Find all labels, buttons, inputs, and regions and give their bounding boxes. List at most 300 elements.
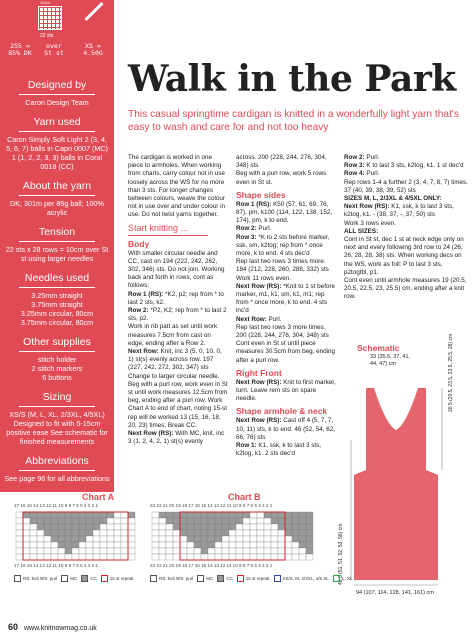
needle-item: 3.25mm straight — [31, 291, 83, 300]
chart-cell — [264, 512, 271, 518]
row-text: Purl. — [256, 225, 272, 233]
chart-cell — [236, 530, 243, 536]
row-label: Row 4: — [344, 170, 365, 178]
row-text: K to last 3 sts, k2tog, k1. 1 st dec'd — [364, 162, 464, 170]
chart-cell — [23, 536, 30, 542]
chart-cell — [107, 536, 114, 542]
chart-cell — [194, 524, 201, 530]
chart-cell — [166, 518, 173, 524]
chart-cell — [187, 530, 194, 536]
chart-cell — [72, 518, 79, 524]
chart-cell — [30, 518, 37, 524]
instruction-row — [236, 225, 336, 233]
chart-cell — [229, 524, 236, 530]
cardigan-shape — [354, 388, 438, 580]
chart-cell — [215, 536, 222, 542]
chart-cell — [44, 554, 51, 560]
chart-cell — [114, 524, 121, 530]
chart-cell — [250, 524, 257, 530]
chart-cell — [58, 548, 65, 554]
gauge-swatch-icon — [38, 6, 62, 30]
chart-cell — [79, 518, 86, 524]
chart-cell — [201, 530, 208, 536]
chart-cell — [285, 542, 292, 548]
chart-cell — [215, 524, 222, 530]
chart-cell — [30, 530, 37, 536]
chart-cell — [100, 512, 107, 518]
chart-cell — [222, 548, 229, 554]
chart-cell — [208, 554, 215, 560]
chart-cell — [37, 542, 44, 548]
row-text: Knit, inc 3 (5, 0, 10, 0, 1) st(s) evenly across row. 197 (227, 242, 272, 302, 347) sts — [128, 348, 222, 372]
chart-cell — [285, 530, 292, 536]
chart-cell — [180, 554, 187, 560]
divider — [19, 131, 95, 132]
chart-cell — [16, 518, 23, 524]
chart-cell — [79, 536, 86, 542]
chart-b-legend — [150, 575, 352, 582]
legend-swatch — [217, 575, 224, 582]
chart-cell — [250, 530, 257, 536]
chart-cell — [292, 554, 299, 560]
legend-swatch — [333, 575, 340, 582]
chart-cell — [23, 554, 30, 560]
chart-cell — [51, 530, 58, 536]
chart-cell — [86, 518, 93, 524]
chart-cell — [257, 524, 264, 530]
body-paragraph: Change to larger circular needle. Beg with a purl row, work even in St st until work measures 12.5cm from beg, ending after a purl row. Work Chart A to end of chart, noting 15-st rep will be worked 13 (15, 16, 18, 20, 23) times. Break CC. — [128, 372, 228, 429]
chart-cell — [58, 530, 65, 536]
chart-cell — [37, 548, 44, 554]
chart-cell — [107, 554, 114, 560]
chart-cell — [215, 542, 222, 548]
chart-cell — [222, 542, 229, 548]
row-label: Next Row (RS): — [236, 282, 282, 290]
row-text: K50 (57, 61, 69, 76, 87), pm, k100 (114, 122, 138, 152, 174), pm, k to end. — [236, 200, 333, 225]
instruction-row — [236, 417, 336, 442]
chart-cell — [257, 530, 264, 536]
chart-cell — [166, 530, 173, 536]
chart-cell — [236, 536, 243, 542]
chart-cell — [93, 554, 100, 560]
chart-cell — [114, 518, 121, 524]
chart-cell — [44, 542, 51, 548]
legend-label: MC — [206, 576, 214, 581]
chart-cell — [271, 530, 278, 536]
start-knitting-heading: Start knitting ... — [128, 222, 189, 233]
sizes-note: SIZES M, L, 2/3XL & 4/5XL ONLY: — [344, 195, 442, 203]
chart-cell — [285, 536, 292, 542]
needle-item: 3.75mm straight — [31, 300, 83, 309]
chart-cell — [79, 524, 86, 530]
chart-cell — [257, 542, 264, 548]
chart-cell — [51, 548, 58, 554]
chart-cell — [58, 524, 65, 530]
chart-cell — [93, 518, 100, 524]
chart-cell — [58, 518, 65, 524]
chart-cell — [264, 554, 271, 560]
chart-cell — [166, 548, 173, 554]
chart-cell — [271, 524, 278, 530]
row-text: Cast off 4 (5, 7, 7, 10, 11) sts, k to end. 46 (52, 54, 62, 66, 76) sts — [236, 417, 335, 441]
chart-cell — [285, 524, 292, 530]
chart-cell — [201, 524, 208, 530]
chart-cell — [65, 518, 72, 524]
chart-cell — [100, 554, 107, 560]
chart-cell — [250, 512, 257, 518]
chart-cell — [58, 536, 65, 542]
chart-cell — [201, 554, 208, 560]
chart-cell — [306, 512, 313, 518]
chart-cell — [299, 536, 306, 542]
chart-cell — [208, 512, 215, 518]
chart-cell — [194, 542, 201, 548]
chart-cell — [264, 542, 271, 548]
chart-cell — [250, 536, 257, 542]
footer — [8, 622, 97, 632]
page-title: Walk in the Park — [128, 58, 456, 100]
chart-cell — [100, 530, 107, 536]
chart-cell — [194, 512, 201, 518]
chart-cell — [236, 524, 243, 530]
legend-label: MC — [70, 576, 78, 581]
chart-cell — [201, 548, 208, 554]
chart-cell — [222, 518, 229, 524]
chart-cell — [278, 536, 285, 542]
legend-swatch — [61, 575, 68, 582]
chart-cell — [208, 530, 215, 536]
body-paragraph: With smaller circular needle and CC, cast on 194 (222, 242, 262, 302, 346) sts. Do not join. Working back and forth in rows, cont as follows: — [128, 249, 225, 290]
chart-cell — [152, 536, 159, 542]
body-paragraph: Cont even until armhole measures 19 (20.5, 20.5, 22.5, 23, 25.5) cm, ending after a knit row. — [344, 277, 467, 301]
body-paragraph: Rep rows 1-4 a further 2 (3, 4, 7, 8, 7) times. 37 (40, 39, 38, 39, 52) sts — [344, 178, 468, 194]
chart-cell — [121, 530, 128, 536]
chart-cell — [51, 542, 58, 548]
chart-cell — [264, 530, 271, 536]
row-text: Purl. — [364, 170, 380, 178]
chart-cell — [257, 554, 264, 560]
chart-cell — [23, 518, 30, 524]
divider — [19, 94, 95, 95]
chart-cell — [65, 536, 72, 542]
chart-cell — [180, 536, 187, 542]
chart-cell — [306, 548, 313, 554]
schematic-title: Schematic — [357, 343, 400, 353]
rating-weight: 255 = 85% DK — [8, 42, 32, 57]
divider — [19, 406, 95, 407]
yarn-text: Caron Simply Soft Light 2 (3, 4, 5, 6, 7) balls in Capri 0007 (MC) 1 (1, 2, 2, 3, 3) balls in Coral 0018 (CC) — [6, 135, 108, 171]
chart-cell — [121, 512, 128, 518]
text-column-1 — [128, 154, 228, 447]
chart-cell — [243, 548, 250, 554]
chart-cell — [194, 536, 201, 542]
chart-cell — [194, 554, 201, 560]
chart-cell — [51, 518, 58, 524]
chart-cell — [236, 542, 243, 548]
chart-cell — [229, 542, 236, 548]
chart-cell — [208, 548, 215, 554]
shape-sides-heading: Shape sides — [236, 189, 286, 200]
row-text: *Knit to 1 st before marker, m1, k1, sm, k1, m1; rep from * once more, k to end. 4 sts inc'd — [236, 282, 336, 315]
chart-b-column-numbers: 23 22 21 20 19 18 17 16 15 14 13 12 11 10 9 8 7 6 5 4 3 2 1 — [150, 563, 273, 568]
chart-cell — [180, 524, 187, 530]
chart-cell — [23, 530, 30, 536]
chart-cell — [299, 554, 306, 560]
text-column-2 — [236, 154, 336, 459]
chart-cell — [152, 542, 159, 548]
chart-cell — [152, 518, 159, 524]
row-text: K1, ssk, k to last 3 sts, k2tog, k1. 2 sts dec'd — [236, 442, 322, 458]
sidebar-sections — [0, 79, 114, 483]
chart-cell — [292, 542, 299, 548]
chart-cell — [271, 548, 278, 554]
chart-cell — [128, 518, 135, 524]
chart-cell — [93, 542, 100, 548]
chart-cell — [107, 512, 114, 518]
about-yarn-text: DK; 301m per 85g ball; 100% acrylic — [10, 199, 104, 217]
divider — [19, 287, 95, 288]
legend-item — [333, 575, 353, 582]
chart-cell — [166, 542, 173, 548]
chart-cell — [306, 524, 313, 530]
chart-cell — [243, 518, 250, 524]
chart-cell — [278, 548, 285, 554]
chart-cell — [44, 518, 51, 524]
chart-cell — [72, 536, 79, 542]
legend-swatch — [14, 575, 21, 582]
row-label: Row 1 (RS): — [128, 290, 164, 298]
chart-cell — [201, 542, 208, 548]
chart-cell — [306, 530, 313, 536]
chart-cell — [37, 554, 44, 560]
chart-cell — [271, 554, 278, 560]
legend-item — [274, 575, 329, 582]
sizing-text: XS/S (M, L, XL, 2/3XL, 4/5XL) Designed to fit with 5-15cm positive ease See schematic for finished measurements — [6, 410, 108, 446]
chart-cell — [243, 554, 250, 560]
divider — [19, 351, 95, 352]
chart-cell — [257, 548, 264, 554]
chart-cell — [299, 548, 306, 554]
legend-item — [197, 575, 213, 582]
chart-cell — [292, 548, 299, 554]
chart-cell — [100, 548, 107, 554]
instruction-row — [236, 234, 336, 259]
chart-cell — [187, 512, 194, 518]
chart-cell — [194, 530, 201, 536]
chart-cell — [159, 524, 166, 530]
row-label: Row 3: — [344, 162, 365, 170]
supplies-heading: Other supplies — [23, 336, 91, 348]
legend-label: 15 st repeat — [109, 576, 134, 581]
chart-cell — [180, 512, 187, 518]
chart-cell — [278, 518, 285, 524]
chart-cell — [257, 536, 264, 542]
chart-cell — [79, 512, 86, 518]
chart-cell — [100, 542, 107, 548]
row-label: Next Row (RS): — [128, 430, 174, 438]
gauge-bottom-label: 22 sts — [40, 33, 54, 39]
schematic-length-measure: 49.5 (51, 51, 52, 53, 56) cm — [338, 523, 344, 585]
chart-cell — [58, 512, 65, 518]
chart-cell — [299, 512, 306, 518]
chart-cell — [30, 536, 37, 542]
chart-cell — [264, 548, 271, 554]
instruction-row — [236, 316, 336, 324]
chart-cell — [285, 548, 292, 554]
legend-label: RS: knit WS: purl — [159, 576, 194, 581]
chart-cell — [236, 512, 243, 518]
chart-cell — [30, 554, 37, 560]
chart-cell — [215, 554, 222, 560]
schematic-diagram — [346, 380, 446, 590]
chart-cell — [30, 512, 37, 518]
chart-cell — [173, 548, 180, 554]
supply-item: stitch holder — [37, 355, 77, 364]
chart-cell — [65, 542, 72, 548]
instruction-row — [128, 348, 228, 373]
chart-cell — [285, 512, 292, 518]
chart-cell — [65, 554, 72, 560]
chart-cell — [58, 542, 65, 548]
row-label: Next Row (RS): — [344, 203, 390, 211]
chart-b-title: Chart B — [228, 492, 261, 502]
row-text: Knit to first marker, turn. Leave rem sts on spare needle. — [236, 378, 336, 403]
chart-cell — [229, 536, 236, 542]
row-label: Row 2: — [128, 307, 149, 315]
legend-swatch — [101, 575, 108, 582]
chart-cell — [30, 548, 37, 554]
chart-cell — [65, 530, 72, 536]
chart-cell — [243, 524, 250, 530]
divider — [19, 241, 95, 242]
yarn-heading: Yarn used — [33, 116, 81, 128]
chart-cell — [292, 518, 299, 524]
chart-a-grid — [12, 511, 140, 561]
chart-cell — [229, 530, 236, 536]
chart-cell — [264, 524, 271, 530]
chart-cell — [236, 518, 243, 524]
supply-item: 6 buttons — [42, 373, 72, 382]
gauge-top-label: 10cm — [40, 0, 50, 5]
chart-cell — [100, 536, 107, 542]
chart-cell — [173, 542, 180, 548]
chart-cell — [222, 554, 229, 560]
chart-cell — [58, 554, 65, 560]
chart-cell — [65, 524, 72, 530]
needle-item: 3.25mm circular, 80cm — [20, 309, 94, 318]
chart-cell — [243, 536, 250, 542]
row-label: Row 3: — [236, 233, 257, 241]
chart-cell — [250, 542, 257, 548]
row-label: Row 1 (RS): — [236, 200, 272, 208]
chart-cell — [128, 542, 135, 548]
chart-a-legend — [14, 575, 134, 582]
chart-cell — [44, 536, 51, 542]
row-text: *K to 2 sts before marker, ssk, sm, k2tog; rep from * once more, k to end. 4 sts dec'd — [236, 233, 330, 258]
chart-cell — [114, 512, 121, 518]
chart-cell — [257, 512, 264, 518]
instruction-row — [128, 430, 228, 446]
row-label: Row 2: — [344, 154, 365, 161]
chart-cell — [166, 524, 173, 530]
chart-cell — [121, 542, 128, 548]
chart-cell — [187, 542, 194, 548]
chart-cell — [180, 530, 187, 536]
chart-cell — [215, 518, 222, 524]
chart-cell — [306, 554, 313, 560]
chart-cell — [271, 542, 278, 548]
chart-cell — [187, 536, 194, 542]
instruction-row — [344, 170, 468, 178]
sidebar — [0, 0, 114, 492]
chart-cell — [152, 530, 159, 536]
instruction-row — [236, 283, 336, 316]
chart-cell — [44, 548, 51, 554]
chart-cell — [152, 512, 159, 518]
chart-cell — [159, 542, 166, 548]
chart-cell — [16, 548, 23, 554]
chart-cell — [114, 554, 121, 560]
chart-cell — [180, 548, 187, 554]
body-paragraph: Beg with a purl row, work 5 rows even in St st. — [236, 170, 327, 186]
chart-cell — [79, 554, 86, 560]
instruction-row — [344, 203, 468, 219]
chart-cell — [114, 542, 121, 548]
divider — [19, 195, 95, 196]
chart-cell — [187, 524, 194, 530]
chart-cell — [173, 512, 180, 518]
chart-cell — [285, 554, 292, 560]
chart-cell — [107, 530, 114, 536]
row-label: Row 2: — [236, 225, 257, 233]
chart-cell — [159, 548, 166, 554]
chart-cell — [194, 518, 201, 524]
chart-cell — [128, 554, 135, 560]
body-paragraph: Rep last two rows 3 more times. 200 (228, 244, 276, 304, 348) sts — [236, 323, 329, 340]
chart-cell — [93, 530, 100, 536]
rating-stitch: over St st — [44, 42, 64, 57]
chart-cell — [292, 524, 299, 530]
chart-cell — [292, 536, 299, 542]
chart-cell — [16, 530, 23, 536]
chart-cell — [72, 554, 79, 560]
chart-cell — [222, 512, 229, 518]
chart-cell — [152, 554, 159, 560]
chart-cell — [107, 548, 114, 554]
chart-cell — [187, 548, 194, 554]
chart-cell — [72, 524, 79, 530]
chart-cell — [100, 524, 107, 530]
chart-cell — [51, 524, 58, 530]
chart-cell — [201, 512, 208, 518]
chart-cell — [30, 524, 37, 530]
intro-paragraph: The cardigan is worked in one piece to armholes. When working from charts, carry colour not in use loosely across the WS for no more than 3 sts. For longer changes between colours, weave the colour not in use over and under colour in use. Do not twist yarns together. — [128, 154, 225, 219]
chart-cell — [128, 536, 135, 542]
legend-item — [237, 575, 270, 582]
chart-cell — [299, 518, 306, 524]
chart-cell — [72, 548, 79, 554]
chart-cell — [299, 524, 306, 530]
chart-cell — [264, 536, 271, 542]
body-heading: Body — [128, 238, 150, 249]
designed-by-text: Caron Design Team — [25, 98, 89, 107]
chart-cell — [159, 518, 166, 524]
chart-cell — [243, 512, 250, 518]
chart-cell — [306, 518, 313, 524]
chart-cell — [243, 542, 250, 548]
chart-cell — [86, 524, 93, 530]
instruction-row — [128, 307, 228, 323]
